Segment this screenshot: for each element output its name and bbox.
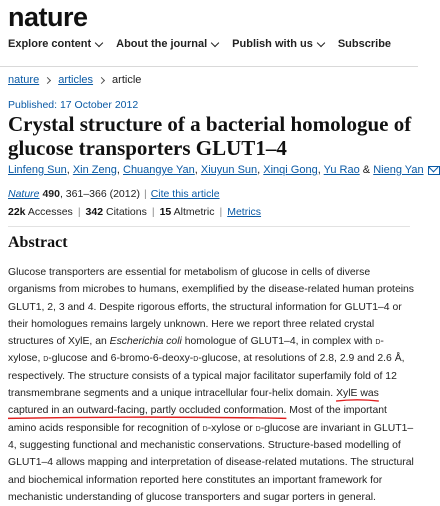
author-link[interactable]: Xinqi Gong <box>263 164 318 176</box>
d-prefix: d <box>375 336 381 348</box>
nature-logo[interactable]: nature <box>8 2 88 32</box>
accesses-count: 22k <box>8 206 26 218</box>
cite-this-article-link[interactable]: Cite this article <box>150 188 220 200</box>
chevron-down-icon <box>211 38 219 46</box>
author-link[interactable]: Nieng Yan <box>373 164 424 176</box>
nav-about-journal-label: About the journal <box>116 38 208 50</box>
metrics-link[interactable]: Metrics <box>227 206 262 218</box>
journal-volume: 490 <box>42 188 60 200</box>
author-link[interactable]: Xin Zeng <box>72 164 117 176</box>
main-nav <box>8 38 405 50</box>
journal-name[interactable]: Nature <box>8 188 40 200</box>
author-list: Linfeng Sun, Xin Zeng, Chuangye Yan, Xiuyun Sun, Xinqi Gong, Yu Rao & Nieng Yan <box>8 164 440 176</box>
breadcrumb-articles[interactable]: articles <box>58 74 94 86</box>
breadcrumb <box>8 74 141 86</box>
highlighted-sentence: XylE was captured in an outward-facing, partly occluded conformation. <box>8 388 379 417</box>
breadcrumb-nature[interactable]: nature <box>8 74 40 86</box>
altmetric-label: Altmetric <box>173 206 215 218</box>
article-metrics: 22k Accesses | 342 Citations | 15 Altmetric | Metrics <box>8 206 262 218</box>
abstract-text-segment: -glucose, at resolutions of 2.8, 2.9 and 2.6 Å, respectively. The structure consists of a typical major facilitator superfamily fold of 12 transmembrane segments and a unique intracellular four-helix domain. <box>8 353 405 400</box>
accesses-label: Accesses <box>27 206 73 218</box>
author-conjunction: & <box>362 164 371 176</box>
citations-label: Citations <box>106 206 147 218</box>
author-link[interactable]: Linfeng Sun <box>8 164 67 176</box>
chevron-down-icon <box>317 38 325 46</box>
abstract-text-segment: Most of the important amino acids responsible for recognition of <box>8 405 387 434</box>
altmetric-score: 15 <box>159 206 172 218</box>
abstract-heading: Abstract <box>8 234 68 251</box>
chevron-right-icon <box>44 76 51 83</box>
abstract-text-segment: -glucose and 6-bromo-6-deoxy- <box>48 353 194 365</box>
d-prefix: d <box>255 422 261 434</box>
citations-count: 342 <box>85 206 104 218</box>
abstract-text-segment: -xylose or <box>207 422 256 434</box>
d-prefix: d <box>202 422 208 434</box>
d-prefix: d <box>193 353 199 365</box>
chevron-right-icon <box>98 76 105 83</box>
email-icon[interactable] <box>428 166 440 175</box>
published-date: Published: 17 October 2012 <box>8 99 139 111</box>
chevron-down-icon <box>95 38 103 46</box>
author-link[interactable]: Xiuyun Sun <box>200 164 258 176</box>
nav-subscribe[interactable] <box>338 38 391 50</box>
nav-explore-content[interactable] <box>8 38 102 50</box>
breadcrumb-current: article <box>112 74 142 86</box>
nav-subscribe-label: Subscribe <box>337 38 392 50</box>
nav-about-journal[interactable] <box>116 38 218 50</box>
journal-pages-year: , 361–366 (2012) <box>59 188 140 200</box>
nav-explore-content-label: Explore content <box>8 38 92 50</box>
article-title: Crystal structure of a bacterial homologue of glucose transporters GLUT1–4 <box>8 112 412 160</box>
author-link[interactable]: Chuangye Yan <box>123 164 195 176</box>
species-name: Escherichia coli <box>109 336 182 348</box>
d-prefix: d <box>43 353 49 365</box>
citation-line: Nature 490, 361–366 (2012) | Cite this article <box>8 188 220 200</box>
section-divider <box>8 226 410 227</box>
author-link[interactable]: Yu Rao <box>323 164 360 176</box>
abstract-text <box>8 264 414 506</box>
abstract-text-segment: homologue of GLUT1–4, in complex with <box>181 336 376 348</box>
abstract-text-segment: Glucose transporters are essential for metabolism of glucose in cells of diverse organisms from microbes to humans, exemplified by the disease-related human proteins GLUT1, 2, 3 and 4. Despite rigorous efforts, the structural information for GLUT1–4 or their homologues remains largely unknown. Here we report three related crystal structures of XylE, an <box>8 267 415 348</box>
site-header <box>0 0 418 67</box>
nav-publish-with-us[interactable] <box>232 38 324 50</box>
abstract-text-segment: -glucose are invariant in GLUT1–4, suggesting functional and mechanistic conservations. Structure-based modelling of GLUT1–4 allows mapping and interpretation of disease-related mutations. The structural and biochemical information reported here constitutes an important framework for mechanistic understanding of glucose transporters and sugar porters in general. <box>8 422 414 503</box>
nav-publish-with-us-label: Publish with us <box>232 38 313 50</box>
abstract-text-segment: -xylose, <box>8 336 384 365</box>
